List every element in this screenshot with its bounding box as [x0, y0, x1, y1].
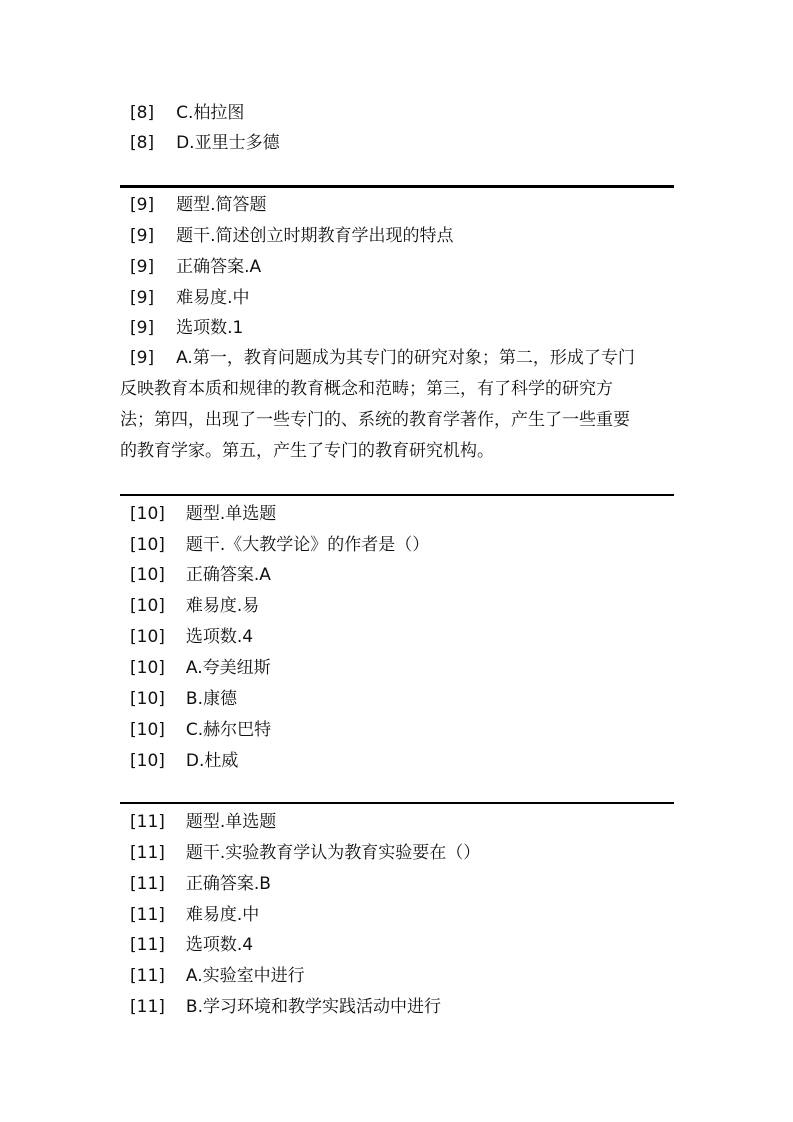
- option-b: B.康德: [185, 689, 237, 709]
- question-number: [11]: [130, 935, 165, 955]
- q9-line: [130, 225, 454, 247]
- question-number: [9]: [130, 257, 155, 277]
- question-number: [11]: [130, 905, 165, 925]
- question-number: [9]: [130, 195, 155, 215]
- question-number: [8]: [130, 133, 155, 153]
- question-type: 题型.单选题: [185, 812, 277, 832]
- question-number: [9]: [130, 226, 155, 246]
- option-count: 选项数.4: [185, 935, 254, 955]
- answer-line: 的教育学家。第五，产生了专门的教育研究机构。: [120, 441, 494, 461]
- q11-line: [130, 842, 480, 864]
- question-number: [9]: [130, 288, 155, 308]
- question-number: [10]: [130, 565, 165, 585]
- option-count: 选项数.4: [185, 627, 254, 647]
- q9-line: [130, 287, 250, 309]
- q9-line: [130, 317, 243, 339]
- q11-line: [130, 996, 441, 1018]
- difficulty: 难易度.中: [185, 905, 260, 925]
- question-number: [10]: [130, 596, 165, 616]
- question-type: 题型.单选题: [185, 504, 277, 524]
- question-number: [11]: [130, 812, 165, 832]
- difficulty: 难易度.易: [185, 596, 260, 616]
- question-number: [11]: [130, 966, 165, 986]
- question-stem: 题干.《大教学论》的作者是（）: [185, 535, 430, 555]
- question-number: [10]: [130, 627, 165, 647]
- option-b: B.学习环境和教学实践活动中进行: [185, 997, 441, 1017]
- answer-line: 法；第四，出现了一些专门的、系统的教育学著作，产生了一些重要: [120, 410, 630, 430]
- section-divider: [120, 802, 674, 804]
- q10-line: [130, 503, 276, 525]
- section-divider: [120, 185, 674, 188]
- option-a: A.夸美纽斯: [185, 658, 271, 678]
- q10-line: [130, 719, 271, 741]
- option-d: D.杜威: [185, 751, 239, 771]
- option-count: 选项数.1: [176, 318, 244, 338]
- question-number: [11]: [130, 843, 165, 863]
- q11-line: [130, 934, 253, 956]
- correct-answer: 正确答案.A: [176, 257, 262, 277]
- option-d: D.亚里士多德: [176, 133, 280, 153]
- q8-line: [130, 102, 244, 124]
- question-number: [10]: [130, 720, 165, 740]
- question-number: [10]: [130, 504, 165, 524]
- option-c: C.柏拉图: [176, 103, 245, 123]
- q10-line: [130, 657, 271, 679]
- difficulty: 难易度.中: [176, 288, 250, 308]
- correct-answer: 正确答案.B: [185, 874, 271, 894]
- answer-line: 反映教育本质和规律的教育概念和范畴；第三，有了科学的研究方: [120, 379, 613, 399]
- q9-answer-paragraph: [120, 343, 680, 467]
- answer-text: A.第一，教育问题成为其专门的研究对象；第二，形成了专门: [176, 348, 635, 368]
- question-number: [11]: [130, 874, 165, 894]
- question-number: [9]: [130, 318, 155, 338]
- question-stem: 题干.实验教育学认为教育实验要在（）: [185, 843, 481, 863]
- question-number: [10]: [130, 689, 165, 709]
- q11-line: [130, 965, 305, 987]
- question-type: 题型.简答题: [176, 195, 267, 215]
- option-c: C.赫尔巴特: [185, 720, 272, 740]
- question-number: [10]: [130, 535, 165, 555]
- question-number: [10]: [130, 751, 165, 771]
- q10-line: [130, 564, 271, 586]
- section-divider: [120, 494, 674, 496]
- q9-line: [130, 256, 261, 278]
- q10-line: [130, 688, 237, 710]
- question-stem: 题干.简述创立时期教育学出现的特点: [176, 226, 454, 246]
- question-number: [9]: [130, 348, 155, 368]
- answer-line: [120, 343, 680, 374]
- q11-line: [130, 873, 271, 895]
- q9-line: [130, 194, 267, 216]
- question-number: [8]: [130, 103, 155, 123]
- q10-line: [130, 626, 253, 648]
- q10-line: [130, 534, 429, 556]
- question-number: [11]: [130, 997, 165, 1017]
- option-a: A.实验室中进行: [185, 966, 305, 986]
- q11-line: [130, 811, 276, 833]
- q10-line: [130, 595, 259, 617]
- question-number: [10]: [130, 658, 165, 678]
- q8-line: [130, 132, 280, 154]
- correct-answer: 正确答案.A: [185, 565, 271, 585]
- q10-line: [130, 750, 238, 772]
- q11-line: [130, 904, 259, 926]
